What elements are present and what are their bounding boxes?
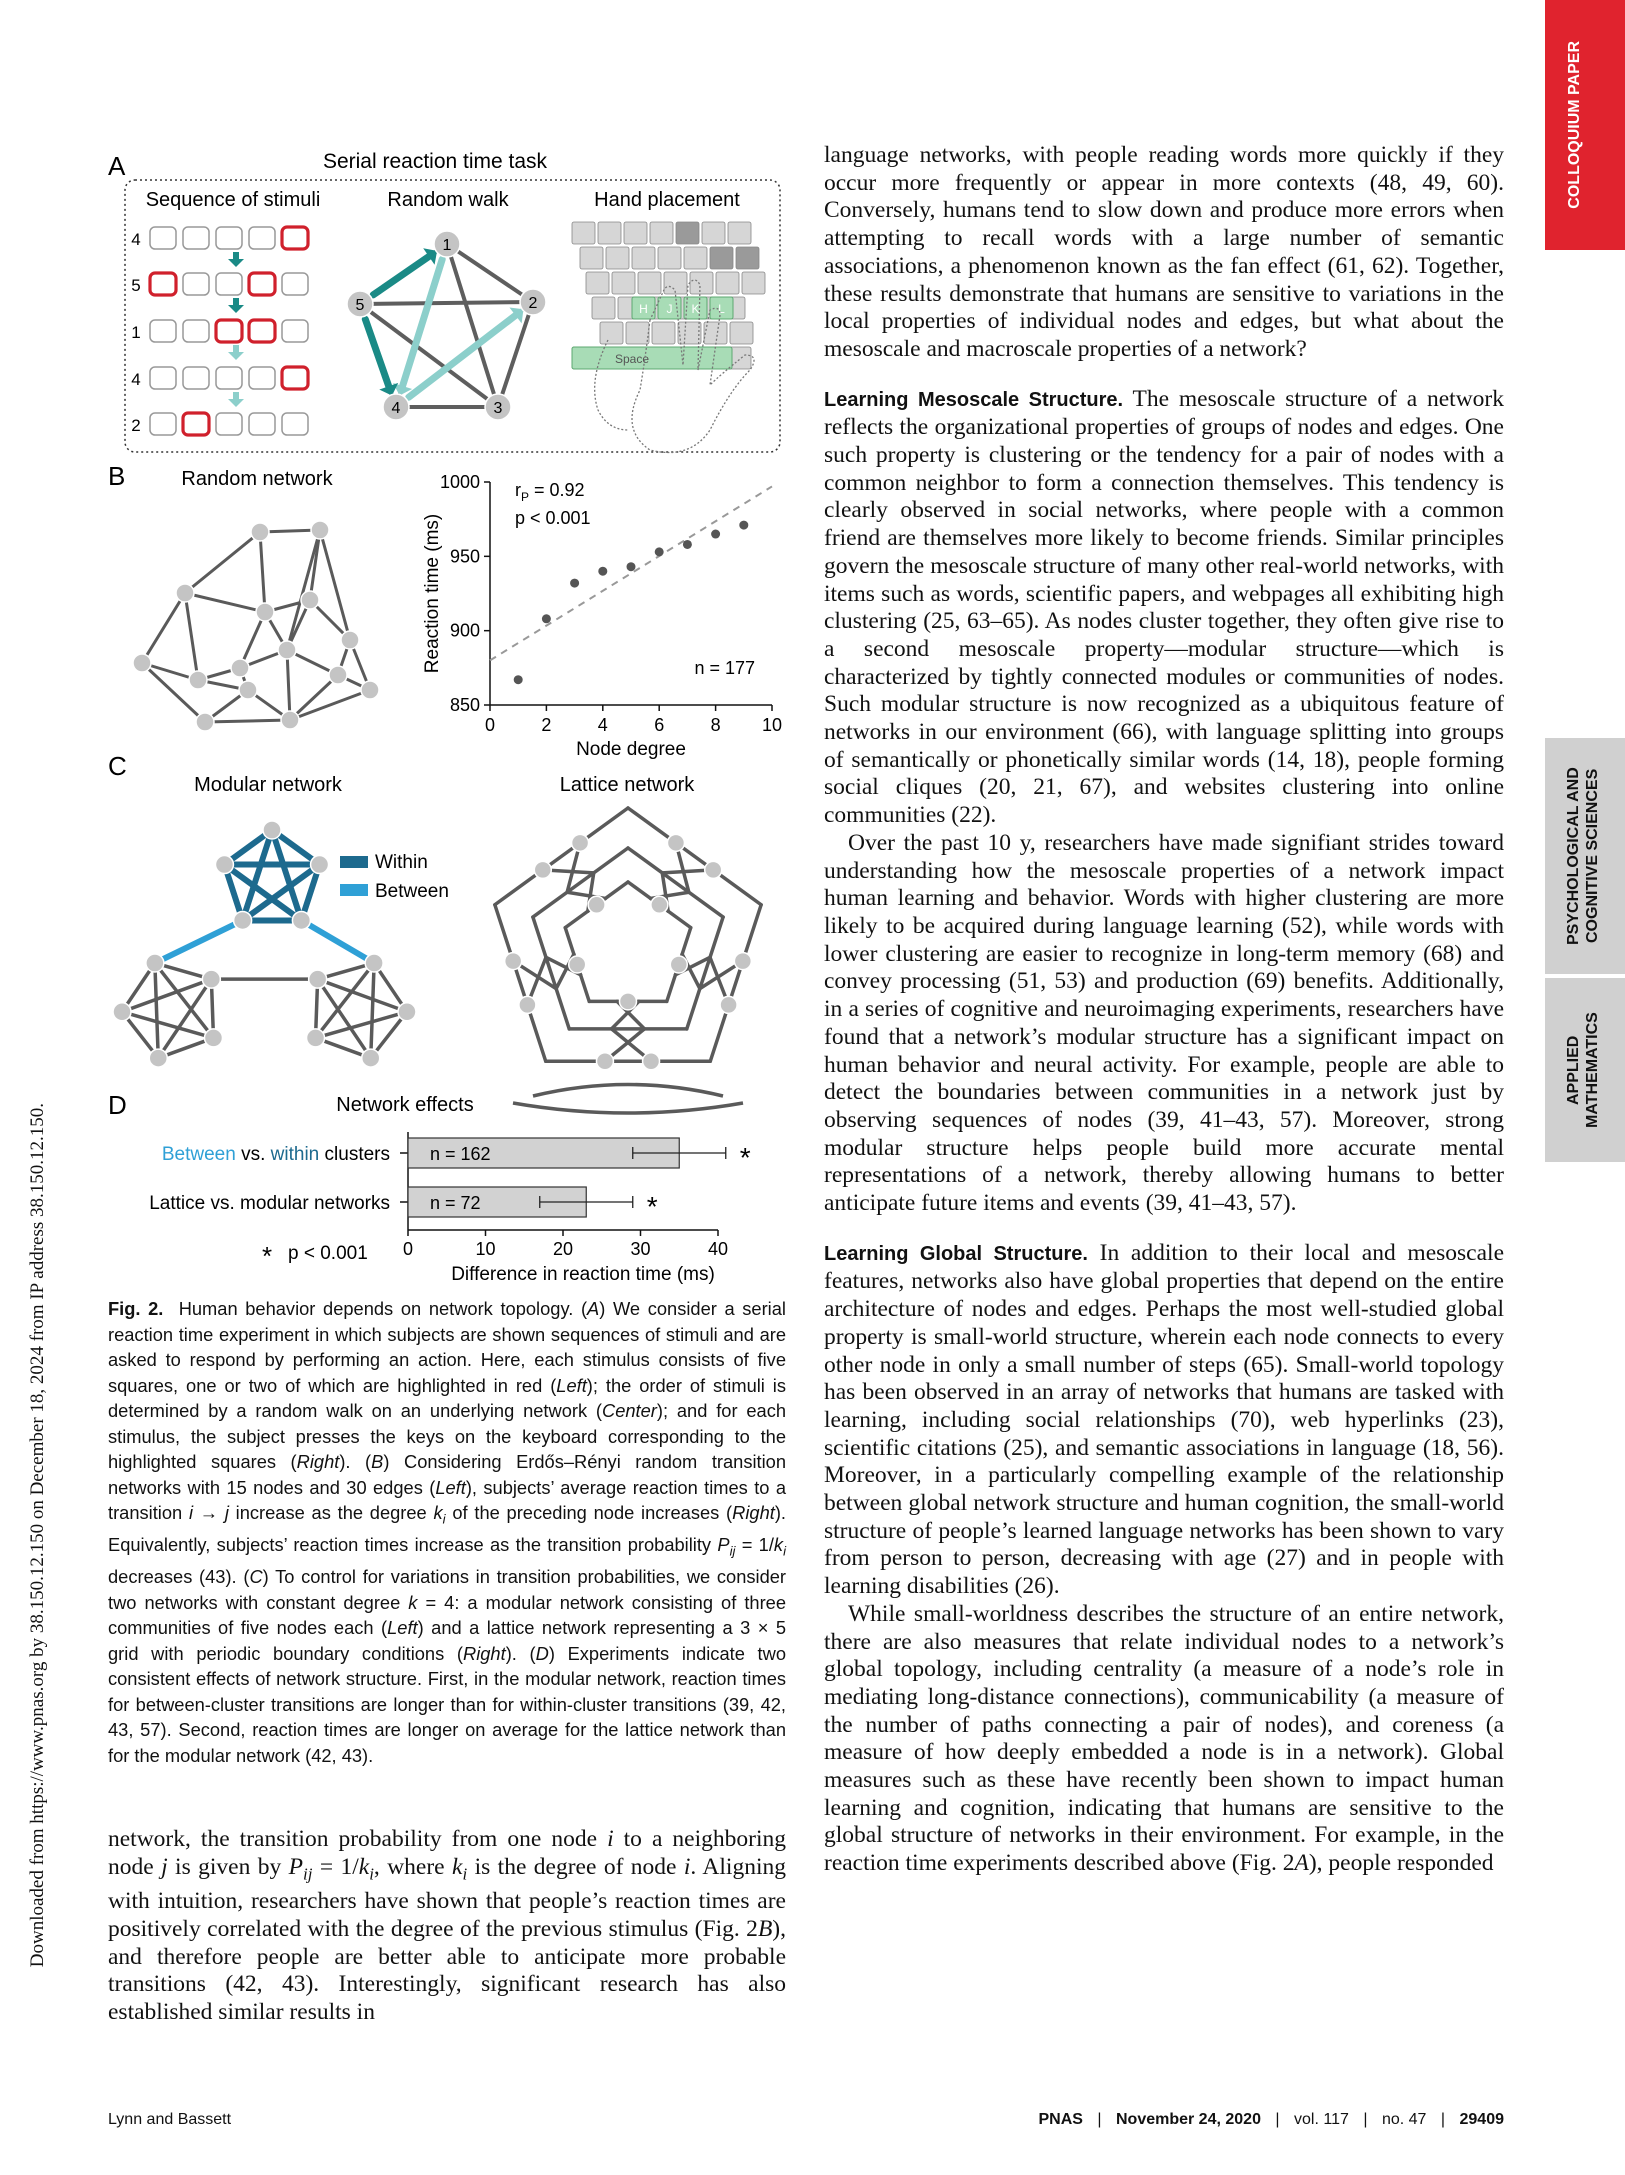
lattice-node	[519, 996, 536, 1013]
stimulus-square	[150, 413, 176, 435]
random-edge	[185, 593, 198, 680]
walk-node-label: 3	[493, 400, 503, 417]
keyboard-key	[710, 247, 733, 269]
keyboard-key	[690, 272, 713, 294]
stimulus-square-highlighted	[216, 320, 242, 342]
keyboard-key	[626, 322, 649, 344]
lattice-node	[505, 953, 522, 970]
annotation-value: = 0.92	[529, 480, 585, 500]
random-edge	[290, 675, 338, 720]
module-edge	[318, 979, 371, 1058]
x-tick-label: 10	[761, 715, 783, 735]
keyboard-key	[624, 222, 647, 244]
random-edge	[287, 650, 290, 720]
text-run: i	[369, 1864, 374, 1884]
tab-applied-mathematics: APPLIED MATHEMATICS	[1545, 978, 1625, 1162]
walk-edge	[360, 302, 533, 304]
stimulus-square	[183, 320, 209, 342]
lattice-node	[720, 996, 737, 1013]
lattice-node	[596, 1053, 613, 1070]
modular-title: Modular network	[194, 774, 342, 796]
x-tick-label: 2	[541, 715, 552, 735]
modular-node	[204, 1029, 222, 1047]
text-run: Left	[387, 1617, 418, 1639]
lattice-network	[495, 808, 761, 1113]
x-axis-label: Node degree	[576, 739, 686, 760]
stimulus-arrow	[228, 298, 244, 313]
random-edge	[185, 593, 265, 612]
lattice-node	[705, 861, 722, 878]
text-run: ); and for each stimulus, the subject presses the keys on the keyboard corresponding to the highlighted squares (	[108, 1400, 786, 1472]
stimulus-square	[183, 273, 209, 295]
panel-b-letter: B	[108, 461, 126, 491]
keyboard-key	[638, 272, 661, 294]
keyboard-key-label: J	[666, 302, 673, 316]
random-node	[281, 711, 299, 729]
lattice-node	[569, 956, 586, 973]
legend-within-label: Within	[375, 852, 428, 873]
label-within: within	[270, 1144, 320, 1165]
random-node	[278, 641, 296, 659]
footer-volume: vol. 117	[1294, 2111, 1349, 2128]
annotation-n: n = 177	[694, 658, 755, 678]
text-run: i	[462, 1864, 468, 1884]
y-axis-label: Reaction time (ms)	[422, 513, 443, 674]
panel-a-title: Serial reaction time task	[322, 150, 548, 173]
stimulus-square	[216, 273, 242, 295]
panel-a-letter: A	[108, 151, 126, 181]
text-run: = 1/	[312, 1853, 359, 1880]
text-run: i → j	[188, 1502, 229, 1523]
keyboard-key	[702, 222, 725, 244]
star-note-text: p < 0.001	[288, 1243, 368, 1264]
paragraph-mesoscale-2: Over the past 10 y, researchers have made signifiant strides toward understanding how the mesoscale properties of a network impact human learning and behavior. Words with higher clustering are more likely to be acquired during language learning (52), while words with lower clustering are easier to recognize in long-term memory (68) and convey processing (51, 53) and production (69) benefits. Additionally, in a series of cognitive and neuroimaging experiments, researchers have found that a network’s modular structure has a significant impact on human behavior and neural activity. For example, people are able to detect the boundaries between communities in a network just by observing sequences of nodes (39, 41–43, 57). Moreover, strong modular structure helps people build more accurate mental representations of a network, thereby allowing humans to better anticipate future items and events (39, 41–43, 57).	[824, 829, 1504, 1217]
text-run: ), and therefore people are better able to anticipate more probable transitions (42, 43). Interestingly, significant research has also established similar results in	[108, 1915, 786, 2025]
keyboard-space-label: Space	[614, 352, 650, 366]
modular-node	[263, 821, 281, 839]
text-run: network, the transition probability from one node	[108, 1826, 608, 1852]
scatter-point	[542, 614, 551, 623]
keyboard-key	[600, 322, 623, 344]
text-run: Right	[463, 1642, 506, 1664]
walk-node-label: 4	[391, 400, 401, 417]
tab-colloquium-paper: COLLOQUIUM PAPER	[1545, 0, 1625, 250]
text-run: A	[1294, 1850, 1309, 1877]
random-edge	[185, 532, 260, 593]
star-note-star: *	[262, 1241, 273, 1271]
text-run: j	[161, 1853, 168, 1880]
text-run: ij	[729, 1543, 736, 1559]
keyboard-key	[632, 247, 655, 269]
paragraph-global: Learning Global Structure. In addition to their local and mesoscale features, networks also have global properties that depend on the entire architecture of nodes and edges. Perhaps the most well-studied global property is small-world structure, wherein each node connects to every other node in only a small number of steps (65). Small-world topology has been observed in an array of networks that humans are tasked with learning, including social relationships (70), web hyperlinks (23), scientific citations (25), and semantic associations in language (18, 56). Moreover, in a particularly compelling example of the relationship between global network structure and human cognition, the small-world structure of people’s learned language networks has been shown to vary from person to person, decreasing with age (27) and in people with learning disabilities (26).	[824, 1239, 1505, 1600]
stimulus-square-highlighted	[183, 413, 209, 435]
figure-2	[0, 0, 800, 1300]
text-run: ) We consider a serial reaction time experiment in which subjects are shown sequences of stimuli and are asked to respond by performing an action. Here, each stimulus consists of five squares, one or two of which are highlighted in red (	[108, 1298, 786, 1396]
stimulus-square-highlighted	[282, 227, 308, 249]
y-tick-label: 900	[449, 620, 480, 641]
modular-node	[311, 856, 329, 874]
lattice-node	[572, 834, 589, 851]
stimulus-square-highlighted	[249, 273, 275, 295]
text-run: ij	[303, 1864, 313, 1884]
paragraph-mesoscale: Learning Mesoscale Structure. The mesoscale structure of a network reflects the organizational properties of groups of nodes and edges. One such property is clustering or the tendency for a pair of nodes with a common neighbor to form a connection themselves. This tendency is clearly observed in social networks, where people with a common friend are themselves more likely to become friends. Similar principles govern the mesoscale structure of many other real-world networks, with items such as words, scientific papers, and webpages all exhibiting high clustering (25, 63–65). As nodes cluster together, they often give rise to a second mesoscale property—modular structure—which is characterized by tightly connected modules or communities of nodes. Such modular structure is now recognized as a ubiquitous feature of networks in our environment (66), with language splitting into groups of semantically or phonetically similar words (14, 18), people forming social cliques (20, 21, 67), and websites clustering into online communities (22).	[824, 385, 1504, 829]
stimulus-square-highlighted	[150, 273, 176, 295]
text-run: ) and a lattice network representing a 3 × 5 grid with periodic boundary conditions (	[108, 1617, 786, 1664]
sub-hand-label: Hand placement	[594, 189, 740, 211]
legend-within-swatch	[340, 856, 368, 868]
panel-d-title: Network effects	[336, 1094, 474, 1116]
text-run: k	[773, 1534, 784, 1556]
modular-network	[113, 821, 416, 1067]
x-tick-label: 8	[710, 715, 721, 735]
bar-row1-label	[162, 1144, 390, 1165]
random-node	[239, 681, 257, 699]
y-tick-label: 1000	[439, 472, 480, 492]
stimulus-arrow	[228, 252, 244, 267]
module-edge	[122, 1012, 213, 1038]
stimulus-square	[150, 227, 176, 249]
lattice-ring-edge	[495, 808, 628, 905]
text-run: ). (	[339, 1451, 372, 1472]
module-edge	[318, 979, 407, 1012]
modular-node	[362, 1049, 380, 1067]
stimulus-square	[249, 413, 275, 435]
text-run: decreases (43). (	[108, 1566, 250, 1588]
lattice-wrap-edge	[513, 1103, 743, 1113]
text-run: is given by	[167, 1853, 289, 1880]
x-tick-label: 4	[597, 715, 608, 735]
between-edge	[301, 920, 374, 963]
stimulus-square	[282, 413, 308, 435]
text-run: of the preceding node increases (	[445, 1502, 733, 1523]
keyboard-key	[586, 272, 609, 294]
tab-psychological-sciences: PSYCHOLOGICAL AND COGNITIVE SCIENCES	[1545, 738, 1625, 974]
y-tick-label: 850	[449, 695, 480, 715]
footer-citation: PNAS | November 24, 2020 | vol. 117 | no. 47 | 29409	[1038, 2111, 1504, 2128]
lattice-node	[670, 956, 687, 973]
scatter-point	[683, 540, 692, 549]
keyboard-key	[658, 247, 681, 269]
modular-node	[292, 911, 310, 929]
bar-x-tick-label: 10	[475, 1239, 496, 1259]
label-between: Between	[161, 1144, 236, 1165]
stimulus-arrow	[228, 345, 244, 360]
panel-d-letter: D	[108, 1090, 127, 1120]
modular-node	[146, 954, 164, 972]
random-node	[361, 681, 379, 699]
sub-stimuli-label: Sequence of stimuli	[145, 189, 321, 211]
caption-label: Fig. 2.	[108, 1298, 164, 1319]
lattice-node	[588, 896, 605, 913]
stimulus-row-label: 4	[131, 230, 141, 249]
text-run: is the degree of node	[467, 1853, 684, 1880]
text-run: C	[249, 1566, 263, 1588]
text-run: Center	[602, 1400, 657, 1421]
paragraph-language-networks: language networks, with people reading words more quickly if they occur more frequently or appear in more contexts (48, 49, 60). Conversely, humans tend to slow down and produce more errors when attempting to recall words with a large number of semantic associations, a phenomenon known as the fan effect (61, 62). Together, these results demonstrate that humans are sensitive to variations in the local properties of individual nodes and edges, but what about the mesoscale and macroscale properties of a network?	[824, 142, 1504, 362]
text-run: ) To control for variations in transition probabilities, we consider two networks with constant degree	[108, 1566, 786, 1613]
stimulus-square	[249, 367, 275, 389]
modular-node	[365, 954, 383, 972]
module-edge	[122, 979, 211, 1012]
random-node	[176, 584, 194, 602]
scatter-point	[570, 579, 579, 588]
random-node	[189, 671, 207, 689]
lattice-node	[651, 896, 668, 913]
bar-x-tick-label: 30	[630, 1239, 651, 1259]
scatter-point	[739, 521, 748, 530]
bar-row2-label: Lattice vs. modular networks	[149, 1193, 390, 1214]
walk-arrow-shaft	[365, 319, 388, 386]
footer-journal: PNAS	[1038, 2111, 1083, 2128]
modular-node	[398, 1003, 416, 1021]
annotation-rp	[515, 480, 585, 504]
keyboard-key	[606, 247, 629, 269]
walk-node-label: 1	[442, 237, 452, 254]
download-note: Downloaded from https://www.pnas.org by 38.150.12.150 on December 18, 2024 from IP address 38.150.12.150.	[27, 1102, 48, 1968]
text-run: While small-worldness describes the structure of an entire network, there are also measures that relate individual nodes to a network’s global topology, including centrality (a measure of a node’s role in mediating long-distance connections), communicability (a measure of the number of paths connecting a pair of nodes), and coreness (a measure of how deeply embedded a node is in a network). Global measures such as these have recently been shown to impact human learning and cognition, indicating that humans are sensitive to the global structure of networks in their environment. For example, in the reaction time experiments described above (Fig. 2	[824, 1600, 1504, 1877]
bar-x-tick-label: 20	[552, 1239, 574, 1259]
label-vs: vs.	[235, 1144, 271, 1165]
lattice-title: Lattice network	[559, 774, 695, 796]
bar-x-tick-label: 0	[402, 1239, 414, 1259]
bar-x-axis-label: Difference in reaction time (ms)	[451, 1264, 715, 1285]
label-clusters: clusters	[319, 1144, 390, 1165]
random-node	[251, 523, 269, 541]
annotation-sub: P	[521, 490, 530, 504]
walk-arrow-shaft	[373, 256, 429, 294]
random-edge	[205, 720, 290, 722]
random-node	[341, 631, 359, 649]
keyboard-key	[730, 322, 753, 344]
keyboard-key	[736, 247, 759, 269]
random-walk-network	[347, 231, 546, 420]
keyboard-key	[676, 222, 699, 244]
random-network	[133, 521, 379, 731]
random-node	[311, 521, 329, 539]
significance-star: *	[739, 1142, 751, 1173]
footer-page: 29409	[1459, 2111, 1504, 2128]
text-run: ). (	[505, 1642, 536, 1664]
random-edge	[260, 532, 265, 612]
bar-label: n = 162	[430, 1144, 491, 1164]
random-node	[196, 713, 214, 731]
lattice-node	[734, 953, 751, 970]
modular-node	[202, 970, 220, 988]
lattice-node	[534, 861, 551, 878]
random-node	[231, 659, 249, 677]
lattice-ring-edge	[533, 848, 628, 917]
text-run: ). Equivalently, subjects’ reaction times increase as the transition probability	[108, 1502, 786, 1556]
text-run: Left	[556, 1374, 587, 1396]
keyboard-key	[728, 222, 751, 244]
text-run: D	[535, 1642, 549, 1664]
scatter-point	[655, 547, 664, 556]
stimulus-row-label: 1	[131, 323, 141, 342]
random-node	[301, 591, 319, 609]
x-tick-label: 0	[484, 715, 496, 735]
modular-node	[149, 1049, 167, 1067]
keyboard-key-label: K	[691, 302, 700, 316]
stimulus-square-highlighted	[249, 320, 275, 342]
keyboard-illustration	[572, 222, 765, 453]
module-edge	[316, 1012, 407, 1038]
text-run: k	[358, 1853, 370, 1880]
left-column-text	[108, 1826, 786, 2027]
stimulus-square	[183, 367, 209, 389]
text-run: k	[408, 1591, 418, 1613]
lattice-ring-edge	[628, 848, 723, 917]
random-node	[133, 654, 151, 672]
text-run: i	[442, 1511, 446, 1527]
keyboard-key	[592, 297, 615, 319]
annotation-r: r	[515, 480, 521, 500]
random-edge	[287, 530, 320, 650]
walk-node-label: 2	[528, 295, 538, 312]
walk-arrow-shaft	[409, 315, 516, 397]
keyboard-key	[684, 247, 707, 269]
stimulus-square-highlighted	[282, 367, 308, 389]
text-run: Right	[732, 1502, 775, 1523]
keyboard-key-label: H	[639, 302, 648, 316]
text-run: P	[288, 1853, 304, 1880]
text-run: ) Considering Erdős–Rényi random transition networks with 15 nodes and 30 edges (	[108, 1451, 787, 1498]
stimulus-square	[216, 367, 242, 389]
module-edge	[371, 963, 374, 1058]
walk-edge	[447, 244, 498, 407]
modular-node	[234, 911, 252, 929]
keyboard-key	[572, 222, 595, 244]
text-run: i	[683, 1853, 691, 1880]
legend-between-swatch	[340, 884, 368, 896]
paragraph-transition-probability	[108, 1826, 786, 2027]
text-run: A	[587, 1298, 600, 1319]
stimulus-arrow	[228, 392, 244, 407]
figure-caption	[108, 1296, 786, 1768]
lattice-node	[620, 993, 637, 1010]
right-column-text	[824, 142, 1504, 1878]
text-run: i	[783, 1543, 786, 1559]
lattice-wrap-edge	[533, 1085, 723, 1097]
stimulus-square	[282, 320, 308, 342]
text-run: Right	[296, 1451, 340, 1472]
text-run: ), people responded	[1308, 1850, 1494, 1877]
keyboard-key	[742, 272, 765, 294]
text-run: k	[433, 1502, 443, 1523]
text-run: ) Experiments indicate two consistent effects of network structure. First, in the modular network, reaction times for between-cluster transitions are longer than for within-cluster transitions (39, 42, 43, 57). Second, reaction times are longer on average for the lattice network than for the modular network (42, 43).	[108, 1642, 786, 1766]
scatter-point	[514, 675, 523, 684]
stimulus-square	[150, 367, 176, 389]
stimulus-square	[216, 227, 242, 249]
bar-x-tick-label: 40	[707, 1239, 729, 1259]
annotation-p: p < 0.001	[515, 508, 591, 528]
text-run: P	[717, 1534, 730, 1556]
paragraph-centrality	[824, 1601, 1504, 1878]
heading-global: Learning Global Structure.	[824, 1242, 1088, 1265]
keyboard-key	[650, 222, 673, 244]
keyboard-key	[580, 247, 603, 269]
keyboard-key	[716, 272, 739, 294]
network-effects-bar-chart	[400, 1132, 751, 1285]
module-edge	[155, 963, 158, 1058]
y-tick-label: 950	[449, 546, 480, 567]
keyboard-key	[678, 322, 701, 344]
lattice-node	[667, 834, 684, 851]
random-node	[256, 603, 274, 621]
scatter-point	[711, 530, 720, 539]
degree-scatter-chart	[422, 472, 782, 760]
modular-node	[309, 970, 327, 988]
text-run: . Aligning with intuition, researchers have shown that people’s reaction times are positively correlated with the degree of the previous stimulus (Fig. 2	[108, 1853, 786, 1942]
text-run: = 1/	[735, 1534, 774, 1556]
text-run: to a neighboring node	[108, 1826, 786, 1880]
modular-node	[307, 1029, 325, 1047]
stimuli-grid	[131, 227, 308, 435]
text-run: = 4: a modular network consisting of three communities of five nodes each (	[108, 1591, 786, 1639]
footer-issue: no. 47	[1381, 2111, 1427, 2128]
stimulus-row-label: 5	[131, 276, 141, 295]
walk-edge	[447, 244, 533, 302]
random-edge	[142, 593, 185, 663]
stimulus-row-label: 4	[131, 370, 141, 389]
lattice-node	[643, 1053, 660, 1070]
text-run: B	[371, 1451, 384, 1472]
between-edge	[155, 920, 243, 963]
stimulus-row-label: 2	[131, 416, 141, 435]
text-run: Left	[435, 1476, 466, 1498]
lattice-ring-edge	[628, 808, 761, 905]
stimulus-square	[282, 273, 308, 295]
text-run: increase as the degree	[228, 1502, 434, 1523]
stimulus-square	[216, 413, 242, 435]
footer-date: November 24, 2020	[1115, 2111, 1261, 2128]
stimulus-square	[183, 227, 209, 249]
panel-b-title: Random network	[181, 468, 333, 490]
keyboard-key-label: L	[718, 302, 725, 316]
random-edge	[290, 690, 370, 720]
bar-label: n = 72	[430, 1193, 481, 1213]
footer-authors: Lynn and Bassett	[108, 2111, 232, 2128]
modular-node	[113, 1003, 131, 1021]
panel-c-letter: C	[108, 751, 127, 781]
text-run: i	[607, 1826, 614, 1852]
module-edge	[158, 979, 211, 1058]
text-run: , where	[373, 1853, 453, 1880]
stimulus-square	[249, 227, 275, 249]
text-run: B	[757, 1915, 773, 1942]
significance-star: *	[646, 1191, 658, 1222]
text-run: ), subjects’ average reaction times to a transition	[108, 1476, 787, 1523]
text-run: ); the order of stimuli is determined by a random walk on an underlying network (	[108, 1374, 786, 1421]
keyboard-key	[612, 272, 635, 294]
modular-node	[215, 856, 233, 874]
text-run: Human behavior depends on network topology. (	[178, 1298, 588, 1319]
walk-arrow-shaft	[403, 259, 443, 386]
heading-mesoscale: Learning Mesoscale Structure.	[824, 388, 1124, 411]
text-run: k	[452, 1853, 463, 1880]
keyboard-space-key	[572, 347, 732, 369]
keyboard-key	[598, 222, 621, 244]
scatter-point	[598, 567, 607, 576]
walk-node-label: 5	[355, 297, 365, 314]
keyboard-key	[652, 322, 675, 344]
random-node	[329, 666, 347, 684]
scatter-point	[627, 562, 636, 571]
legend-between-label: Between	[375, 881, 449, 902]
x-tick-label: 6	[654, 715, 665, 735]
stimulus-square	[150, 320, 176, 342]
sub-walk-label: Random walk	[387, 189, 509, 211]
